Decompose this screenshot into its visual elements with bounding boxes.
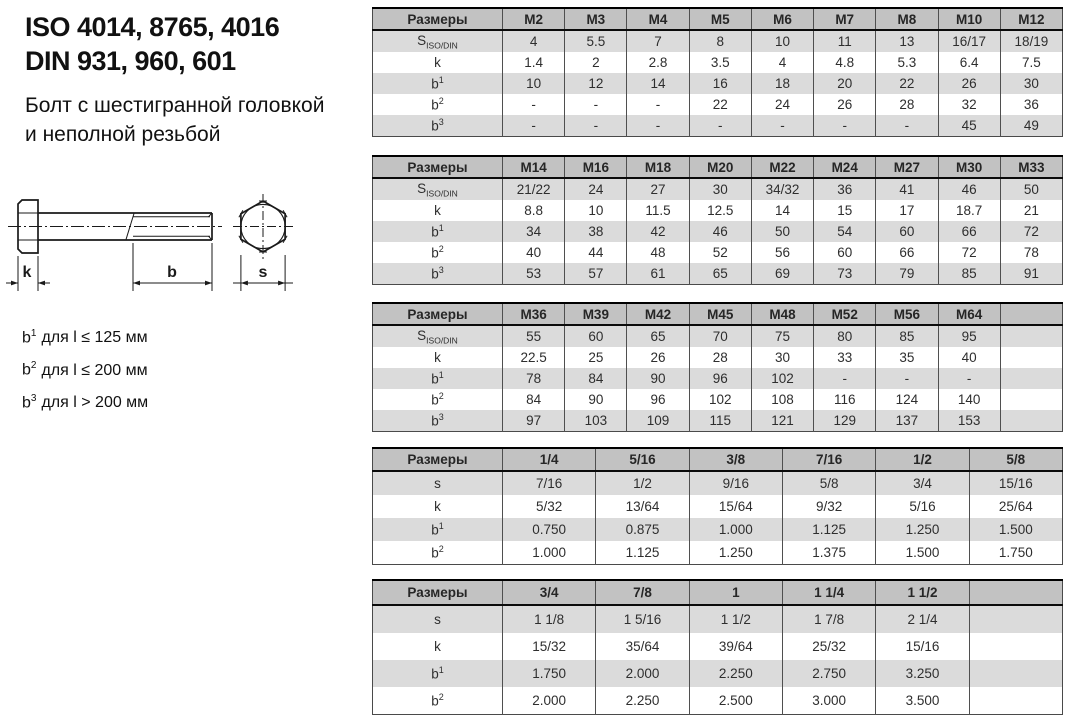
size-column-header: 1 xyxy=(689,580,782,605)
value-cell: 66 xyxy=(876,242,938,263)
value-cell: 46 xyxy=(689,221,751,242)
value-cell: 44 xyxy=(565,242,627,263)
size-column-header: M45 xyxy=(689,303,751,325)
size-column-header: 3/4 xyxy=(503,580,596,605)
size-column-header xyxy=(969,580,1062,605)
value-cell: - xyxy=(503,94,565,115)
row-label: s xyxy=(373,605,503,633)
value-cell: - xyxy=(627,115,689,137)
value-cell: 5.3 xyxy=(876,52,938,73)
size-column-header: M3 xyxy=(565,8,627,30)
size-column-header: M24 xyxy=(814,156,876,178)
size-column-header: M14 xyxy=(503,156,565,178)
row-label: k xyxy=(434,350,441,365)
value-cell: 2 1/4 xyxy=(876,605,969,633)
size-column-header: M12 xyxy=(1000,8,1062,30)
value-cell: 140 xyxy=(938,389,1000,410)
value-cell: 3.5 xyxy=(689,52,751,73)
size-column-header xyxy=(1000,303,1062,325)
row-label: $b^2$ xyxy=(431,96,444,113)
value-cell: 53 xyxy=(503,263,565,285)
value-cell: 121 xyxy=(751,410,813,432)
value-cell: 3.500 xyxy=(876,687,969,715)
value-cell: 14 xyxy=(751,200,813,221)
value-cell: 2.000 xyxy=(503,687,596,715)
value-cell xyxy=(969,687,1062,715)
value-cell: 5/8 xyxy=(782,471,875,495)
table-row xyxy=(373,52,1063,73)
value-cell: 11 xyxy=(814,30,876,52)
value-cell: 4 xyxy=(503,30,565,52)
value-cell: 46 xyxy=(938,178,1000,200)
value-cell: 30 xyxy=(1000,73,1062,94)
value-cell: 41 xyxy=(876,178,938,200)
value-cell: 28 xyxy=(876,94,938,115)
size-column-header: M48 xyxy=(751,303,813,325)
value-cell: 85 xyxy=(876,325,938,347)
value-cell: - xyxy=(751,115,813,137)
tables-area xyxy=(372,0,1063,720)
value-cell: 1 7/8 xyxy=(782,605,875,633)
table-row xyxy=(373,410,1063,432)
size-column-header: 5/8 xyxy=(969,448,1062,471)
note-b2: $b^2$ для l ≤ 200 мм xyxy=(22,360,148,379)
value-cell: 90 xyxy=(627,368,689,389)
value-cell: 10 xyxy=(565,200,627,221)
dimension-table-2 xyxy=(372,155,1063,285)
row-label: k xyxy=(434,203,441,218)
bolt-head-end-view xyxy=(233,194,293,259)
size-column-header: M10 xyxy=(938,8,1000,30)
value-cell: 15/16 xyxy=(876,633,969,660)
value-cell: 7.5 xyxy=(1000,52,1062,73)
note-b3: $b^3$ для l > 200 мм xyxy=(22,392,149,411)
value-cell: 2 xyxy=(565,52,627,73)
table-row xyxy=(373,200,1063,221)
size-column-header: 1 1/2 xyxy=(876,580,969,605)
value-cell: 69 xyxy=(751,263,813,285)
value-cell: 84 xyxy=(503,389,565,410)
table-row xyxy=(373,605,1063,633)
row-label: $b^1$ xyxy=(373,73,503,94)
value-cell: - xyxy=(876,368,938,389)
row-label: $b^1$ xyxy=(373,660,503,687)
value-cell: 40 xyxy=(503,242,565,263)
subtitle-line-1: Болт с шестигранной головкой xyxy=(25,94,325,117)
value-cell: 15/64 xyxy=(689,495,782,518)
row-label: $b^1$ xyxy=(373,368,503,389)
dimension-table-1 xyxy=(372,7,1063,137)
value-cell: 55 xyxy=(503,325,565,347)
value-cell: 15/16 xyxy=(969,471,1062,495)
value-cell: 96 xyxy=(689,368,751,389)
value-cell xyxy=(1000,368,1062,389)
value-cell: 3/4 xyxy=(876,471,969,495)
dimension-table-3 xyxy=(372,302,1063,432)
thread-length-notes xyxy=(22,320,148,417)
table-row xyxy=(373,263,1063,285)
row-label: $b^3$ xyxy=(373,263,503,285)
value-cell: 50 xyxy=(1000,178,1062,200)
size-column-header: 1/4 xyxy=(503,448,596,471)
value-cell: 4 xyxy=(751,52,813,73)
value-cell: - xyxy=(565,115,627,137)
size-column-header: M7 xyxy=(814,8,876,30)
value-cell xyxy=(1000,389,1062,410)
dim-label-b: b xyxy=(167,264,177,281)
table-row xyxy=(373,660,1063,687)
value-cell: 45 xyxy=(938,115,1000,137)
value-cell: 14 xyxy=(627,73,689,94)
value-cell: 137 xyxy=(876,410,938,432)
size-column-header: M18 xyxy=(627,156,689,178)
table-row xyxy=(373,389,1063,410)
size-column-header: M33 xyxy=(1000,156,1062,178)
size-column-header: M22 xyxy=(751,156,813,178)
size-column-header: 3/8 xyxy=(689,448,782,471)
value-cell: 85 xyxy=(938,263,1000,285)
value-cell: 2.250 xyxy=(596,687,689,715)
value-cell: 97 xyxy=(503,410,565,432)
table-row xyxy=(373,495,1063,518)
value-cell: 75 xyxy=(751,325,813,347)
size-column-header: 5/16 xyxy=(596,448,689,471)
value-cell xyxy=(1000,325,1062,347)
value-cell xyxy=(969,633,1062,660)
value-cell: 1.250 xyxy=(689,541,782,565)
value-cell: 35 xyxy=(876,347,938,368)
value-cell: 66 xyxy=(938,221,1000,242)
table-row xyxy=(373,242,1063,263)
value-cell: 115 xyxy=(689,410,751,432)
row-label: $S_{ISO/DIN}$ xyxy=(373,178,503,200)
row-label-header: Размеры xyxy=(373,448,503,471)
value-cell: - xyxy=(938,368,1000,389)
value-cell: 1.750 xyxy=(969,541,1062,565)
row-label-header: Размеры xyxy=(373,580,503,605)
value-cell: 116 xyxy=(814,389,876,410)
value-cell: 24 xyxy=(751,94,813,115)
value-cell: 13/64 xyxy=(596,495,689,518)
value-cell: 5/32 xyxy=(503,495,596,518)
value-cell: 103 xyxy=(565,410,627,432)
value-cell: 109 xyxy=(627,410,689,432)
value-cell: 6.4 xyxy=(938,52,1000,73)
value-cell: - xyxy=(565,94,627,115)
size-column-header: M8 xyxy=(876,8,938,30)
size-column-header: M2 xyxy=(503,8,565,30)
value-cell: 36 xyxy=(814,178,876,200)
value-cell: 27 xyxy=(627,178,689,200)
value-cell: 1 1/2 xyxy=(689,605,782,633)
table-row xyxy=(373,633,1063,660)
value-cell: 17 xyxy=(876,200,938,221)
table-row xyxy=(373,347,1063,368)
value-cell: - xyxy=(814,115,876,137)
value-cell: 2.000 xyxy=(596,660,689,687)
title-din-line: DIN 931, 960, 601 xyxy=(25,46,236,76)
row-label: k xyxy=(434,639,441,654)
value-cell: 49 xyxy=(1000,115,1062,137)
value-cell: 10 xyxy=(503,73,565,94)
size-column-header: M56 xyxy=(876,303,938,325)
value-cell: 80 xyxy=(814,325,876,347)
value-cell: 21 xyxy=(1000,200,1062,221)
table-row xyxy=(373,687,1063,715)
value-cell: 8.8 xyxy=(503,200,565,221)
value-cell: 18/19 xyxy=(1000,30,1062,52)
table-row xyxy=(373,94,1063,115)
table-row xyxy=(373,518,1063,541)
value-cell xyxy=(969,605,1062,633)
value-cell: 15 xyxy=(814,200,876,221)
value-cell: 48 xyxy=(627,242,689,263)
value-cell: 96 xyxy=(627,389,689,410)
value-cell: 79 xyxy=(876,263,938,285)
table-row xyxy=(373,73,1063,94)
row-label: k xyxy=(434,499,441,514)
value-cell: 95 xyxy=(938,325,1000,347)
size-column-header: 1 1/4 xyxy=(782,580,875,605)
value-cell: 24 xyxy=(565,178,627,200)
value-cell: 5.5 xyxy=(565,30,627,52)
value-cell: 9/32 xyxy=(782,495,875,518)
value-cell: 34/32 xyxy=(751,178,813,200)
dimension-table-5 xyxy=(372,579,1063,715)
table-row xyxy=(373,368,1063,389)
value-cell: 1.125 xyxy=(782,518,875,541)
value-cell: 18.7 xyxy=(938,200,1000,221)
value-cell: 20 xyxy=(814,73,876,94)
value-cell: 78 xyxy=(503,368,565,389)
row-label: $b^2$ xyxy=(431,544,444,561)
row-label: $b^2$ xyxy=(431,244,444,261)
value-cell: 2.750 xyxy=(782,660,875,687)
dim-label-k: k xyxy=(22,264,32,281)
size-column-header: M30 xyxy=(938,156,1000,178)
value-cell: 26 xyxy=(814,94,876,115)
value-cell: 22 xyxy=(689,94,751,115)
value-cell: 21/22 xyxy=(503,178,565,200)
value-cell: 2.8 xyxy=(627,52,689,73)
table-row xyxy=(373,541,1063,565)
value-cell: 7/16 xyxy=(503,471,596,495)
size-column-header: M27 xyxy=(876,156,938,178)
value-cell: 10 xyxy=(751,30,813,52)
value-cell: - xyxy=(689,115,751,137)
size-column-header: M16 xyxy=(565,156,627,178)
size-column-header: M4 xyxy=(627,8,689,30)
value-cell xyxy=(1000,410,1062,432)
value-cell: 9/16 xyxy=(689,471,782,495)
note-b1: $b^1$ для l ≤ 125 мм xyxy=(22,328,148,347)
size-column-header: M36 xyxy=(503,303,565,325)
title-iso-line: ISO 4014, 8765, 4016 xyxy=(25,12,280,42)
row-label: $b^2$ xyxy=(431,391,444,408)
value-cell xyxy=(969,660,1062,687)
value-cell: 70 xyxy=(689,325,751,347)
value-cell: 1 5/16 xyxy=(596,605,689,633)
row-label: $b^1$ xyxy=(373,518,503,541)
value-cell: 57 xyxy=(565,263,627,285)
page-subtitle xyxy=(25,91,324,149)
value-cell: 2.500 xyxy=(689,687,782,715)
value-cell: 32 xyxy=(938,94,1000,115)
value-cell: 1.4 xyxy=(503,52,565,73)
size-column-header: M64 xyxy=(938,303,1000,325)
table-row xyxy=(373,471,1063,495)
value-cell: 91 xyxy=(1000,263,1062,285)
value-cell: 102 xyxy=(751,368,813,389)
value-cell: - xyxy=(814,368,876,389)
value-cell xyxy=(1000,347,1062,368)
dimension-table-4 xyxy=(372,447,1063,565)
row-label: $S_{ISO/DIN}$ xyxy=(373,30,503,52)
row-label-header: Размеры xyxy=(373,156,503,178)
size-column-header: M5 xyxy=(689,8,751,30)
value-cell: 33 xyxy=(814,347,876,368)
row-label: $b^2$ xyxy=(431,692,444,709)
value-cell: 124 xyxy=(876,389,938,410)
value-cell: 129 xyxy=(814,410,876,432)
row-label: $S_{ISO/DIN}$ xyxy=(373,325,503,347)
size-column-header: 1/2 xyxy=(876,448,969,471)
table-row xyxy=(373,115,1063,137)
page-title xyxy=(25,10,279,78)
value-cell: 35/64 xyxy=(596,633,689,660)
size-column-header: M39 xyxy=(565,303,627,325)
value-cell: 1.000 xyxy=(503,541,596,565)
row-label-header: Размеры xyxy=(373,303,503,325)
value-cell: 26 xyxy=(938,73,1000,94)
value-cell: 72 xyxy=(1000,221,1062,242)
value-cell: 36 xyxy=(1000,94,1062,115)
size-column-header: 7/16 xyxy=(782,448,875,471)
size-column-header: M42 xyxy=(627,303,689,325)
value-cell: 1.500 xyxy=(969,518,1062,541)
value-cell: 16 xyxy=(689,73,751,94)
value-cell: 56 xyxy=(751,242,813,263)
value-cell: 40 xyxy=(938,347,1000,368)
value-cell: 1.375 xyxy=(782,541,875,565)
row-label: $b^3$ xyxy=(373,115,503,137)
size-column-header: 7/8 xyxy=(596,580,689,605)
value-cell: 0.750 xyxy=(503,518,596,541)
value-cell: - xyxy=(503,115,565,137)
value-cell: 1.500 xyxy=(876,541,969,565)
value-cell: 8 xyxy=(689,30,751,52)
value-cell: 22 xyxy=(876,73,938,94)
value-cell: 25/64 xyxy=(969,495,1062,518)
value-cell: 42 xyxy=(627,221,689,242)
value-cell: 18 xyxy=(751,73,813,94)
bolt-drawing xyxy=(0,183,322,323)
value-cell: 39/64 xyxy=(689,633,782,660)
row-label: s xyxy=(373,471,503,495)
value-cell: 7 xyxy=(627,30,689,52)
value-cell: 16/17 xyxy=(938,30,1000,52)
table-row xyxy=(373,178,1063,200)
value-cell: 38 xyxy=(565,221,627,242)
value-cell: 12 xyxy=(565,73,627,94)
value-cell: 61 xyxy=(627,263,689,285)
value-cell: 25/32 xyxy=(782,633,875,660)
value-cell: - xyxy=(627,94,689,115)
row-label: k xyxy=(434,55,441,70)
value-cell: 11.5 xyxy=(627,200,689,221)
value-cell: 2.250 xyxy=(689,660,782,687)
value-cell: 60 xyxy=(565,325,627,347)
value-cell: 26 xyxy=(627,347,689,368)
row-label-header: Размеры xyxy=(373,8,503,30)
value-cell: 65 xyxy=(627,325,689,347)
value-cell: 28 xyxy=(689,347,751,368)
value-cell: 84 xyxy=(565,368,627,389)
value-cell: 34 xyxy=(503,221,565,242)
value-cell: 90 xyxy=(565,389,627,410)
value-cell: 1.750 xyxy=(503,660,596,687)
value-cell: 78 xyxy=(1000,242,1062,263)
table-row xyxy=(373,221,1063,242)
dim-label-s: s xyxy=(258,264,268,281)
row-label: $b^3$ xyxy=(373,410,503,432)
value-cell: 25 xyxy=(565,347,627,368)
value-cell: 1.250 xyxy=(876,518,969,541)
size-column-header: M52 xyxy=(814,303,876,325)
value-cell: 0.875 xyxy=(596,518,689,541)
value-cell: 13 xyxy=(876,30,938,52)
value-cell: 54 xyxy=(814,221,876,242)
value-cell: - xyxy=(876,115,938,137)
value-cell: 153 xyxy=(938,410,1000,432)
value-cell: 108 xyxy=(751,389,813,410)
value-cell: 30 xyxy=(751,347,813,368)
value-cell: 4.8 xyxy=(814,52,876,73)
row-label: $b^1$ xyxy=(373,221,503,242)
value-cell: 5/16 xyxy=(876,495,969,518)
value-cell: 30 xyxy=(689,178,751,200)
value-cell: 12.5 xyxy=(689,200,751,221)
value-cell: 15/32 xyxy=(503,633,596,660)
value-cell: 60 xyxy=(814,242,876,263)
table-row xyxy=(373,30,1063,52)
value-cell: 52 xyxy=(689,242,751,263)
table-row xyxy=(373,325,1063,347)
value-cell: 1.000 xyxy=(689,518,782,541)
value-cell: 60 xyxy=(876,221,938,242)
size-column-header: M20 xyxy=(689,156,751,178)
value-cell: 1/2 xyxy=(596,471,689,495)
value-cell: 3.250 xyxy=(876,660,969,687)
value-cell: 22.5 xyxy=(503,347,565,368)
value-cell: 73 xyxy=(814,263,876,285)
value-cell: 50 xyxy=(751,221,813,242)
value-cell: 72 xyxy=(938,242,1000,263)
subtitle-line-2: и неполной резьбой xyxy=(25,123,221,146)
value-cell: 1.125 xyxy=(596,541,689,565)
value-cell: 3.000 xyxy=(782,687,875,715)
size-column-header: M6 xyxy=(751,8,813,30)
value-cell: 102 xyxy=(689,389,751,410)
value-cell: 65 xyxy=(689,263,751,285)
value-cell: 1 1/8 xyxy=(503,605,596,633)
